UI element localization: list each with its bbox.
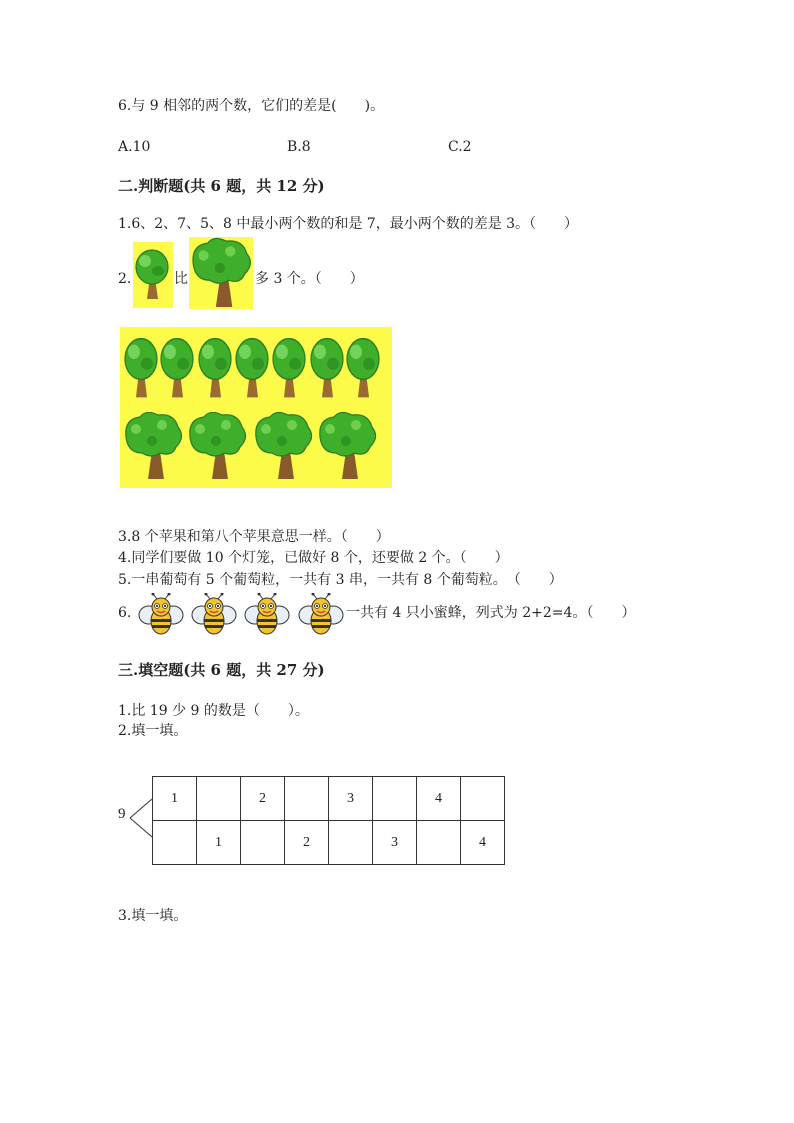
small-tree-icon (347, 339, 379, 398)
section-2-heading: 二.判断题(共 6 题，共 12 分) (118, 177, 325, 195)
decompose-cell[interactable]: 1 (197, 821, 241, 865)
decompose-bottom-row (153, 821, 505, 865)
big-tree-icon (320, 412, 376, 479)
decompose-cell[interactable]: 2 (241, 777, 285, 821)
decompose-cell[interactable]: 3 (329, 777, 373, 821)
small-tree-icon (273, 339, 305, 398)
judge-item-2-prefix: 2. (118, 271, 132, 287)
decompose-branch-lines (128, 796, 154, 840)
decompose-cell[interactable]: 2 (285, 821, 329, 865)
judge-item-2-suffix: 多 3 个。（ ） (255, 271, 364, 287)
small-tree-icon (125, 339, 157, 398)
trees-panel (120, 327, 392, 488)
small-tree-icon (133, 242, 173, 308)
fill-item-1: 1.比 19 少 9 的数是（ ）。 (118, 703, 309, 719)
judge-item-5: 5.一串葡萄有 5 个葡萄粒，一共有 3 串，一共有 8 个葡萄粒。 （ ） (118, 572, 563, 588)
decompose-cell[interactable]: 4 (417, 777, 461, 821)
small-tree-icon (161, 339, 193, 398)
decompose-cell[interactable] (461, 777, 505, 821)
option-c: C.2 (448, 139, 472, 155)
decompose-cell[interactable] (285, 777, 329, 821)
small-tree-image (133, 242, 173, 308)
section-3-heading: 三.填空题(共 6 题，共 27 分) (118, 661, 325, 679)
small-tree-icon (199, 339, 231, 398)
option-b: B.8 (287, 139, 311, 155)
bee-icon (243, 593, 291, 637)
decompose-cell[interactable]: 1 (153, 777, 197, 821)
decompose-cell[interactable]: 4 (461, 821, 505, 865)
decompose-cell[interactable] (329, 821, 373, 865)
decompose-top-row (153, 777, 505, 821)
big-tree-icon (190, 412, 246, 479)
judge-item-4: 4.同学们要做 10 个灯笼，已做好 8 个，还要做 2 个。（ ） (118, 550, 509, 566)
judge-item-2-mid: 比 (174, 271, 188, 287)
judge-item-3: 3.8 个苹果和第八个苹果意思一样。（ ） (118, 529, 390, 545)
small-tree-icon (236, 339, 268, 398)
big-tree-image (189, 237, 253, 309)
trees-illustration (120, 327, 392, 488)
judge-item-1: 1.6、2、7、5、8 中最小两个数的和是 7，最小两个数的差是 3。（ ） (118, 216, 579, 232)
decompose-cell[interactable] (373, 777, 417, 821)
fill-item-3: 3.填一填。 (118, 908, 188, 924)
decompose-cell[interactable]: 3 (373, 821, 417, 865)
decompose-cell[interactable] (153, 821, 197, 865)
small-tree-icon (311, 339, 343, 398)
decompose-cell[interactable] (417, 821, 461, 865)
option-a: A.10 (118, 139, 151, 155)
decompose-table (152, 776, 505, 865)
bee-icon (297, 593, 345, 637)
question-6-text: 6.与 9 相邻的两个数，它们的差是( )。 (118, 98, 385, 114)
big-tree-icon (256, 412, 312, 479)
small-tree-row (125, 339, 379, 398)
fill-item-2: 2.填一填。 (118, 723, 188, 739)
decompose-cell[interactable] (197, 777, 241, 821)
bee-icon (137, 593, 185, 637)
big-tree-icon (189, 237, 253, 309)
decompose-root-number: 9 (118, 806, 126, 822)
big-tree-row (126, 412, 376, 479)
decompose-cell[interactable] (241, 821, 285, 865)
bee-icon (190, 593, 238, 637)
judge-item-6-suffix: 一共有 4 只小蜜蜂，列式为 2+2=4。（ ） (346, 605, 636, 621)
big-tree-icon (126, 412, 182, 479)
judge-item-6-prefix: 6. (118, 605, 132, 621)
